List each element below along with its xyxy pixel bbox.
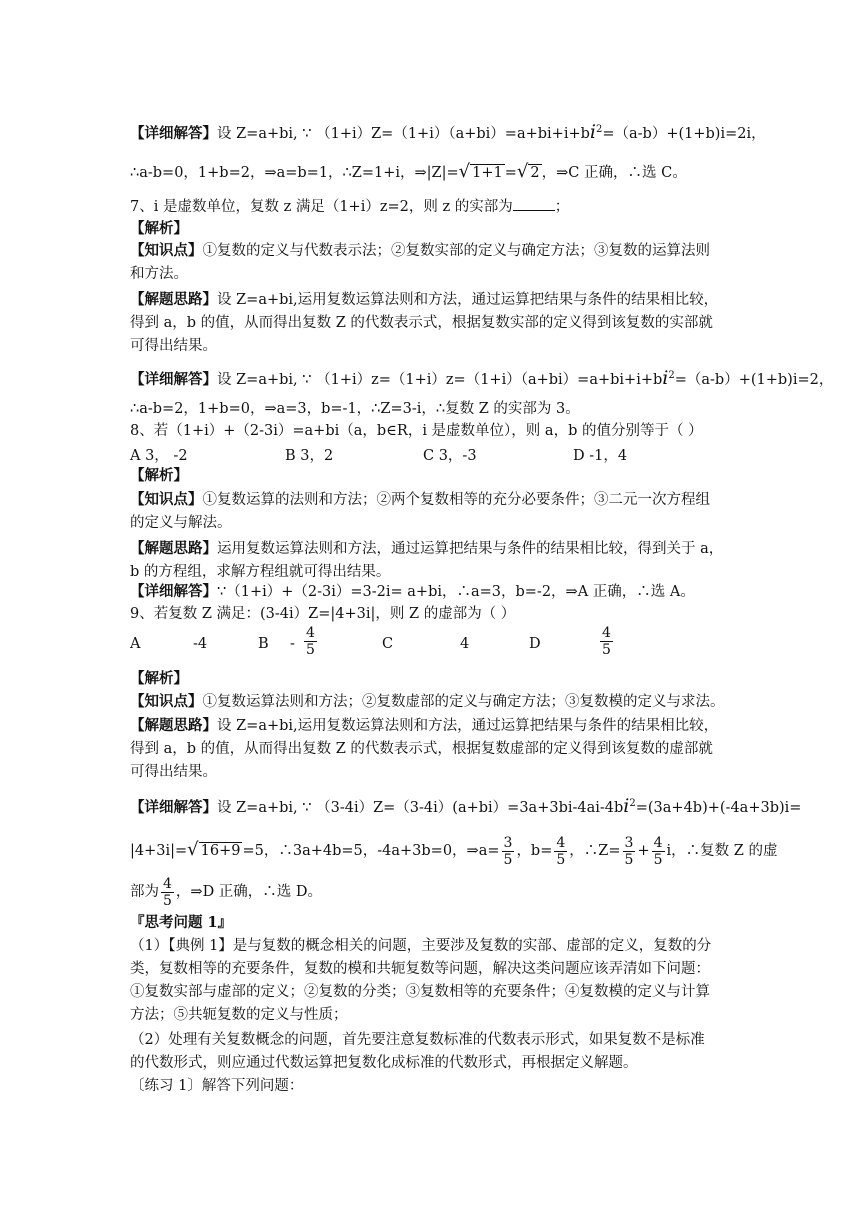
text: ；	[554, 199, 570, 215]
text: =（a-b）+(1+b)i=2，	[674, 371, 834, 388]
text: =5，∴3a+4b=5，-4a+3b=0，⇒a=	[242, 843, 500, 859]
text: ①复数的定义与代数表示法；②复数实部的定义与确定方法；③复数的运算法则	[202, 243, 710, 259]
text: 部为	[130, 884, 159, 900]
text: ①复数运算法则和方法；②复数虚部的定义与确定方法；③复数模的定义与求法。	[202, 694, 725, 710]
section-heading: 【解题思路】	[130, 540, 217, 557]
knowledge-point-9	[130, 692, 725, 712]
text: 设 Z=a+bi, ∵ （3-4i）Z=（3-4i）(a+bi）=3a+3bi-4ai-4b	[217, 799, 624, 816]
fraction: $\frac{4}{5}$	[556, 834, 566, 868]
fraction: $\frac{3}{5}$	[624, 834, 634, 868]
detail-answer-6-line1	[130, 120, 766, 144]
exponent: 2	[668, 370, 675, 381]
section-heading: 【知识点】	[130, 693, 203, 710]
text: ∵（1+i）+（2-3i）=3-2i= a+bi，∴a=3，b=-2，⇒A 正确，∴选 A。	[217, 584, 695, 600]
text: 的代数形式，则应通过代数运算把复数化成标准的代数形式，再根据定义解题。	[130, 1055, 638, 1071]
option-a-value: -4	[193, 636, 208, 652]
analysis-heading: 【解析】	[130, 467, 188, 484]
question-8: 8、若（1+i）+（2-3i）=a+bi（a，b∈R，i 是虚数单位），则 a，b 的值分别等于（ ）	[130, 423, 703, 439]
text: （2）处理有关复数概念的问题，首先要注意复数标准的代数表示形式，如果复数不是标准	[130, 1032, 705, 1048]
option-a-label: A	[130, 636, 141, 652]
exercise-heading: 〔练习 1〕解答下列问题：	[130, 1078, 304, 1094]
fraction: $\frac{4}{5}$	[163, 875, 172, 909]
answer-blank	[513, 196, 555, 211]
text: 的定义与解法。	[130, 515, 232, 531]
text: 类，复数相等的充要条件，复数的模和共轭复数等问题，解决这类问题应该弄清如下问题：	[130, 961, 710, 977]
imaginary-unit: i	[589, 120, 596, 143]
text: ，b=	[516, 843, 553, 859]
detail-answer-6-line2	[130, 162, 687, 183]
text: i，∴复数 Z 的虚	[666, 843, 778, 859]
text: ①复数实部与虚部的定义；②复数的分类；③复数相等的充要条件；④复数模的定义与计算	[130, 984, 710, 1000]
solution-idea-7	[130, 290, 718, 310]
text: |4+3i|=	[130, 843, 188, 859]
option-d-fraction: $\frac{4}{5}$	[602, 625, 611, 658]
text: ∴a-b=2，1+b=0，⇒a=3，b=-1，∴Z=3-i，∴复数 Z 的实部为 3。	[130, 401, 580, 417]
text: b 的方程组，求解方程组就可得出结果。	[130, 564, 391, 580]
text: 可得出结果。	[130, 338, 217, 354]
option-b-fraction: $\frac{4}{5}$	[306, 625, 315, 658]
option-b: B 3，2	[285, 448, 334, 464]
section-heading: 【详细解答】	[130, 798, 217, 816]
detail-answer-9-line2	[130, 830, 777, 870]
fraction: $\frac{3}{5}$	[503, 834, 513, 868]
text: 设 Z=a+bi,运用复数运算法则和方法，通过运算把结果与条件的结果相比较，	[217, 292, 719, 308]
text: 运用复数运算法则和方法，通过运算把结果与条件的结果相比较，得到关于 a，	[217, 541, 724, 557]
sqrt-expression: √ 1+1	[458, 161, 503, 182]
solution-idea-9	[130, 716, 718, 736]
option-b-sign: -	[290, 636, 295, 652]
text: ∴a-b=0，1+b=2，⇒a=b=1，∴Z=1+i，⇒|Z|=	[130, 165, 459, 181]
imaginary-unit: i	[662, 366, 669, 389]
knowledge-point-8	[130, 490, 710, 510]
detail-answer-9-line3	[130, 872, 322, 912]
option-d-label: D	[529, 636, 541, 652]
sqrt-expression: √ 16+9	[187, 839, 241, 860]
text: 设 Z=a+bi, ∵ （1+i）Z=（1+i）（a+bi）=a+bi+i+b	[217, 125, 590, 142]
text: ①复数运算的法则和方法；②两个复数相等的充分必要条件；③二元一次方程组	[202, 492, 710, 508]
question-9: 9、若复数 Z 满足：(3-4i）Z=|4+3i|，则 Z 的虚部为（ ）	[130, 606, 516, 622]
analysis-heading: 【解析】	[130, 220, 188, 237]
text: 设 Z=a+bi, ∵ （1+i）z=（1+i）z=（1+i）（a+bi）=a+bi+i+b	[217, 371, 663, 388]
detail-answer-7	[130, 366, 833, 390]
section-heading: 【解题思路】	[130, 291, 217, 308]
option-c: C 3，-3	[423, 448, 477, 464]
exponent: 2	[629, 798, 636, 809]
section-heading: 【详细解答】	[130, 583, 217, 600]
text: 可得出结果。	[130, 764, 217, 780]
text: =	[504, 165, 517, 181]
text: 得到 a，b 的值，从而得出复数 Z 的代数表示式，根据复数实部的定义得到该复数的实部就	[130, 315, 713, 331]
analysis-heading: 【解析】	[130, 670, 188, 687]
text: ，∴Z=	[569, 843, 621, 859]
question-7	[130, 196, 569, 217]
text: ，⇒D 正确，∴选 D。	[175, 884, 323, 900]
sqrt-expression: √ 2	[516, 161, 540, 182]
section-heading: 【知识点】	[130, 491, 203, 508]
option-a: A 3， -2	[130, 448, 188, 464]
text: 方法；⑤共轭复数的定义与性质；	[130, 1007, 348, 1023]
section-heading: 【解题思路】	[130, 717, 217, 734]
imaginary-unit: i	[623, 794, 630, 817]
text: =（a-b）+(1+b)i=2i，	[602, 125, 766, 142]
exponent: 2	[595, 124, 603, 135]
section-heading: 【知识点】	[130, 242, 203, 259]
question-text: 7、i 是虚数单位，复数 z 满足（1+i）z=2，则 z 的实部为	[130, 199, 513, 215]
option-c-label: C	[382, 636, 394, 652]
section-heading: 【详细解答】	[130, 370, 217, 388]
detail-answer-8	[130, 582, 695, 602]
text: +	[637, 843, 650, 859]
thinking-question-title: 『思考问题 1』	[130, 914, 233, 931]
section-heading: 【详细解答】	[130, 124, 217, 142]
text: =(3a+4b)+(-4a+3b)i=	[635, 799, 802, 816]
text: 和方法。	[130, 266, 188, 282]
text: ，⇒C 正确，∴选 C。	[541, 165, 687, 181]
option-b-label: B	[258, 636, 269, 652]
fraction: $\frac{4}{5}$	[653, 834, 663, 868]
knowledge-point-7	[130, 241, 710, 261]
text: 得到 a，b 的值，从而得出复数 Z 的代数表示式，根据复数虚部的定义得到该复数的虚部就	[130, 741, 713, 757]
text: 设 Z=a+bi,运用复数运算法则和方法，通过运算把结果与条件的结果相比较，	[217, 718, 719, 734]
detail-answer-9-line1	[130, 794, 801, 818]
solution-idea-8	[130, 539, 723, 559]
option-c-value: 4	[460, 636, 470, 652]
text: （1）【典例 1】是与复数的概念相关的问题，主要涉及复数的实部、虚部的定义，复数的分	[130, 938, 712, 954]
option-d: D -1，4	[573, 448, 628, 464]
